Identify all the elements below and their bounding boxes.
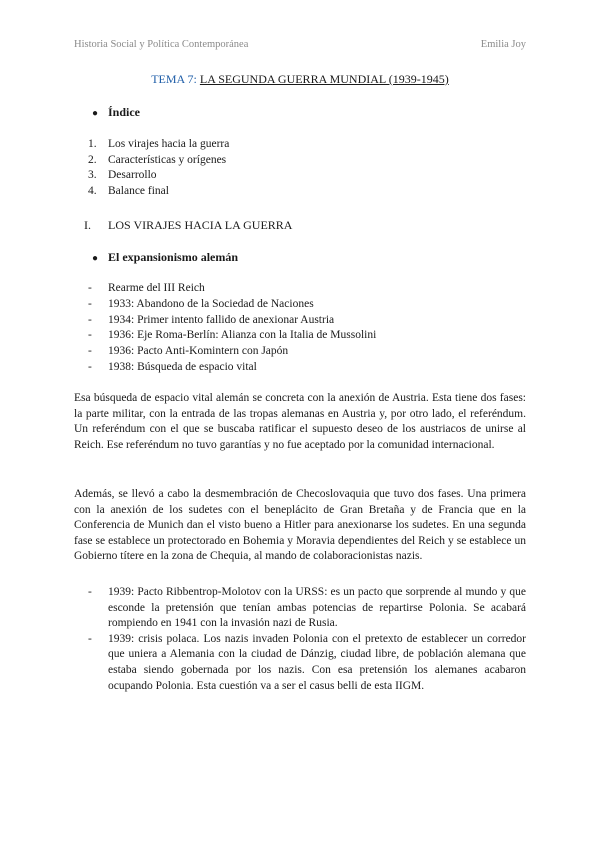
list-item	[88, 313, 376, 329]
dash-bullet: -	[88, 345, 92, 358]
item-text: 1938: Búsqueda de espacio vital	[108, 360, 257, 373]
dash-bullet: -	[88, 297, 92, 310]
expansionismo-heading-text: El expansionismo alemán	[108, 250, 239, 264]
header-course: Historia Social y Política Contemporánea	[74, 39, 249, 50]
list-item	[88, 632, 526, 694]
item-text: Balance final	[108, 184, 169, 197]
dash-bullet: -	[88, 632, 92, 645]
dash-bullet: -	[88, 313, 92, 326]
list-item	[88, 297, 376, 313]
list-item	[88, 585, 526, 632]
title-text: LA SEGUNDA GUERRA MUNDIAL (1939-1945)	[199, 72, 449, 86]
expansionismo-list	[88, 281, 376, 376]
item-text: 1936: Pacto Anti-Komintern con Japón	[108, 345, 289, 358]
item-text: 1939: Pacto Ribbentrop-Molotov con la URSS: es un pacto que sorprende al mundo y que esconde la pretensión que tenían ambas potencias de repartirse Polonia. Se acabará rompiendo en 1941 con la invasión nazi de Rusia.	[108, 586, 526, 630]
dash-bullet: -	[88, 360, 92, 373]
item-text: Características y orígenes	[108, 153, 227, 166]
item-number: 1.	[88, 138, 97, 150]
list-item	[88, 184, 229, 200]
section-number: I.	[84, 218, 91, 232]
dash-bullet: -	[88, 586, 92, 598]
bullet-icon: ●	[92, 253, 99, 264]
paragraph-austria: Esa búsqueda de espacio vital alemán se concreta con la anexión de Austria. Esta tiene dos fases: la parte militar, con la entrada de las tropas alemanas en Austria y, por otro lado, el referéndum. Un referéndum con el que se buscaba ratificar el supuesto deseo de los austriacos de unirse al Reich. Ese referéndum no tuvo garantías y no fue aceptado por la comunidad internacional.	[74, 392, 526, 451]
expansionismo-heading	[92, 250, 238, 265]
page-title	[74, 72, 526, 87]
item-text: Los virajes hacia la guerra	[108, 138, 230, 150]
indice-heading	[92, 105, 140, 120]
title-tema: TEMA 7	[151, 72, 194, 86]
dash-bullet: -	[88, 282, 92, 294]
item-text: 1934: Primer intento fallido de anexionar Austria	[108, 313, 335, 326]
list-item	[88, 168, 229, 184]
item-text: 1933: Abandono de la Sociedad de Naciones	[108, 297, 314, 310]
section-heading	[84, 218, 292, 233]
list-item	[88, 153, 229, 169]
item-number: 4.	[88, 184, 97, 197]
item-text: 1936: Eje Roma-Berlín: Alianza con la Italia de Mussolini	[108, 329, 377, 342]
indice-heading-text: Índice	[108, 105, 141, 119]
final-list	[88, 585, 526, 694]
section-title: LOS VIRAJES HACIA LA GUERRA	[108, 218, 293, 232]
list-item	[88, 360, 376, 376]
header-author: Emilia Joy	[480, 39, 526, 50]
item-number: 3.	[88, 169, 97, 181]
paragraph-checoslovaquia: Además, se llevó a cabo la desmembración de Checoslovaquia que tuvo dos fases. Una primera con la anexión de los sudetes con el beneplácito de Gran Bretaña y de Francia que en la Conferencia de Munich dan el visto bueno a Hitler para anexionarse los sudetes. En una segunda fase se establece un protectorado en Bohemia y Moravia dependientes del Reich y se establece un Gobierno títere en la zona de Chequia, al mando de colaboracionistas nazis.	[74, 488, 526, 563]
list-item	[88, 344, 376, 360]
bullet-icon: ●	[92, 108, 99, 119]
page-header	[74, 39, 526, 50]
list-item	[88, 281, 376, 297]
list-item	[88, 137, 229, 153]
item-text: 1939: crisis polaca. Los nazis invaden Polonia con el pretexto de establecer un corredor que uniera a Alemania con la ciudad de Dánzig, ciudad libre, de población alemana que estaba siendo gobernada por los nazis. Con esa pretensión los alemanes acabaron ocupando Polonia. Esta cuestión va a ser el casus belli de esta IIGM.	[108, 632, 526, 692]
item-number: 2.	[88, 153, 97, 166]
item-text: Desarrollo	[108, 169, 157, 181]
list-item	[88, 328, 376, 344]
indice-list	[88, 137, 229, 199]
item-text: Rearme del III Reich	[108, 282, 205, 294]
title-separator: :	[193, 72, 197, 86]
dash-bullet: -	[88, 329, 92, 342]
